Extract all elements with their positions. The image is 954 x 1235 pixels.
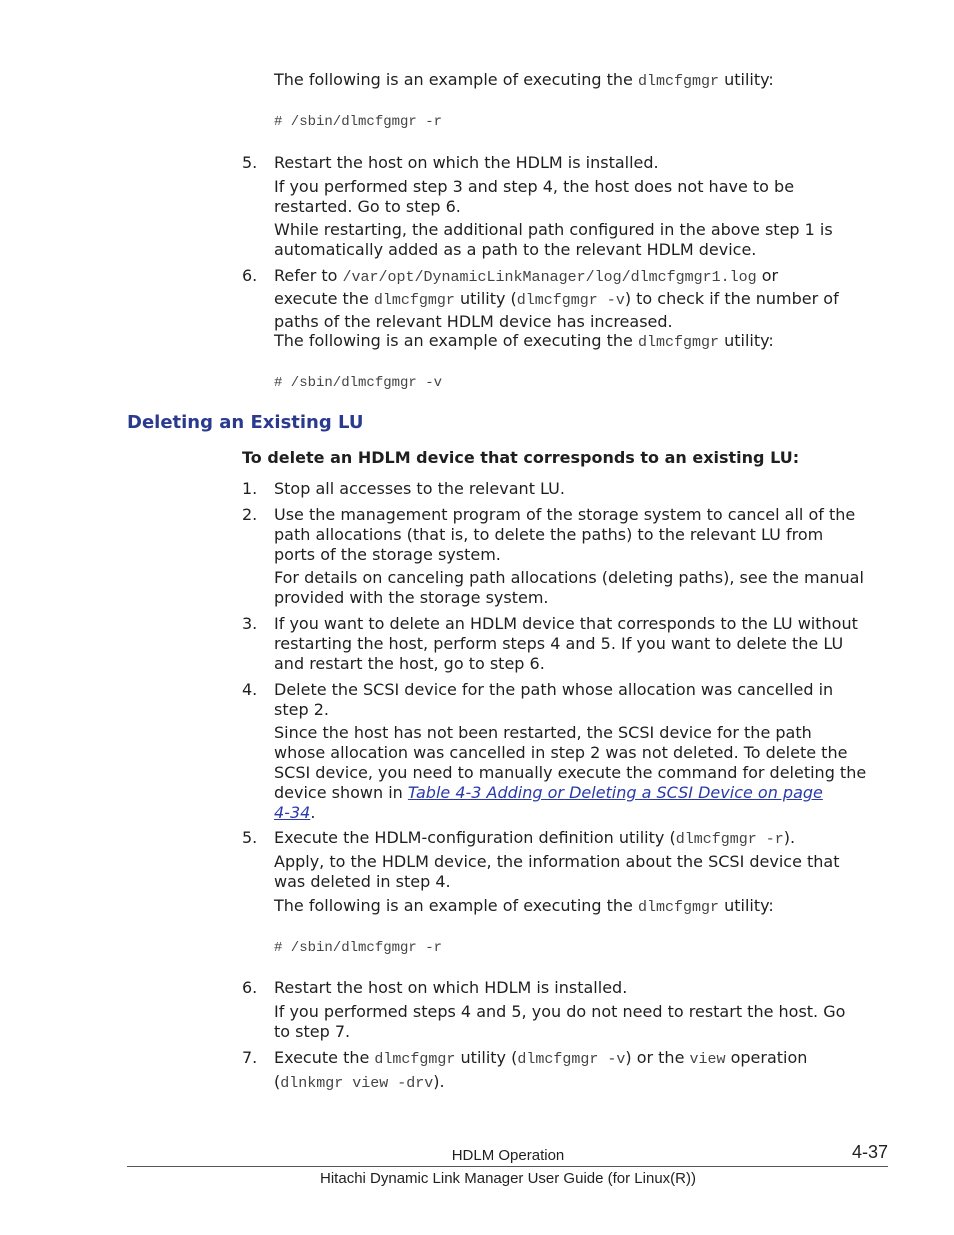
text-line: step 2. bbox=[274, 700, 329, 719]
text: The following is an example of executing the bbox=[274, 896, 638, 915]
step-number: 7. bbox=[242, 1048, 258, 1067]
step-number: 5. bbox=[242, 828, 258, 847]
text-line: path allocations (that is, to delete the paths) to the relevant LU from bbox=[274, 525, 824, 544]
text: Execute the HDLM-configuration definition utility ( bbox=[274, 828, 676, 847]
step-text: Stop all accesses to the relevant LU. bbox=[274, 479, 565, 498]
text: ) or the bbox=[625, 1048, 690, 1067]
text: Execute the bbox=[274, 1048, 375, 1067]
text-line: If you want to delete an HDLM device that corresponds to the LU without bbox=[274, 614, 858, 633]
page-number: 4-37 bbox=[851, 1142, 888, 1162]
inline-code: dlmcfgmgr bbox=[373, 292, 455, 309]
text-line: Delete the SCSI device for the path whose allocation was cancelled in bbox=[274, 680, 834, 699]
step-note bbox=[274, 177, 889, 217]
text-line: paths of the relevant HDLM device has increased. bbox=[274, 312, 673, 331]
text: ( bbox=[274, 1072, 281, 1091]
step-text bbox=[274, 680, 889, 720]
inline-code: dlmcfgmgr -v bbox=[516, 292, 625, 309]
step-text bbox=[274, 266, 889, 332]
step-text: Restart the host on which HDLM is installed. bbox=[274, 978, 628, 997]
footer-divider bbox=[127, 1166, 888, 1167]
text-line: to step 7. bbox=[274, 1022, 351, 1041]
text-line: automatically added as a path to the relevant HDLM device. bbox=[274, 240, 757, 259]
inline-code: dlmcfgmgr bbox=[374, 1051, 456, 1068]
text: ) to check if the number of bbox=[624, 289, 839, 308]
step-number: 5. bbox=[242, 153, 258, 172]
text-line: restarted. Go to step 6. bbox=[274, 197, 461, 216]
text-line: restarting the host, perform steps 4 and 5. If you want to delete the LU bbox=[274, 634, 844, 653]
footer-chapter: HDLM Operation bbox=[451, 1147, 565, 1164]
text: Refer to bbox=[274, 266, 343, 285]
example-intro bbox=[274, 70, 889, 92]
example-intro bbox=[274, 896, 889, 918]
text: device shown in bbox=[274, 783, 408, 802]
text-line: Use the management program of the storage system to cancel all of the bbox=[274, 505, 856, 524]
step-number: 3. bbox=[242, 614, 258, 633]
text-line: was deleted in step 4. bbox=[274, 872, 451, 891]
file-path: /var/opt/DynamicLinkManager/log/dlmcfgmgr1.log bbox=[342, 269, 757, 286]
text: utility: bbox=[719, 70, 774, 89]
text: The following is an example of executing the bbox=[274, 70, 638, 89]
step-number: 6. bbox=[242, 978, 258, 997]
step-note bbox=[274, 568, 889, 608]
text-line: If you performed steps 4 and 5, you do not need to restart the host. Go bbox=[274, 1002, 846, 1021]
text-line bbox=[274, 266, 889, 288]
step-text bbox=[274, 614, 889, 674]
step-number: 6. bbox=[242, 266, 258, 285]
inline-code: dlmcfgmgr bbox=[637, 899, 719, 916]
text: or bbox=[756, 266, 779, 285]
step-text bbox=[274, 828, 889, 850]
text-line: While restarting, the additional path configured in the above step 1 is bbox=[274, 220, 833, 239]
code-block: # /sbin/dlmcfgmgr -v bbox=[274, 375, 443, 391]
text-line: For details on canceling path allocations (deleting paths), see the manual bbox=[274, 568, 864, 587]
inline-code: dlmcfgmgr -v bbox=[517, 1051, 626, 1068]
procedure-title: To delete an HDLM device that corresponds to an existing LU: bbox=[242, 448, 800, 467]
text: utility ( bbox=[454, 289, 517, 308]
text-line: If you performed step 3 and step 4, the host does not have to be bbox=[274, 177, 795, 196]
text-line: provided with the storage system. bbox=[274, 588, 549, 607]
step-text bbox=[274, 505, 889, 565]
text: utility: bbox=[719, 331, 774, 350]
step-note bbox=[274, 1002, 889, 1042]
table-reference-link[interactable]: Table 4-3 Adding or Deleting a SCSI Device on page bbox=[407, 783, 823, 802]
code-block: # /sbin/dlmcfgmgr -r bbox=[274, 114, 443, 130]
text: The following is an example of executing the bbox=[274, 331, 638, 350]
code-block: # /sbin/dlmcfgmgr -r bbox=[274, 940, 443, 956]
text-line bbox=[274, 783, 889, 803]
text-line: SCSI device, you need to manually execute the command for deleting the bbox=[274, 763, 867, 782]
text-line: Apply, to the HDLM device, the information about the SCSI device that bbox=[274, 852, 840, 871]
text: execute the bbox=[274, 289, 374, 308]
footer-book-title: Hitachi Dynamic Link Manager User Guide (for Linux(R)) bbox=[320, 1170, 696, 1187]
text-line: ports of the storage system. bbox=[274, 545, 501, 564]
inline-code: dlnkmgr view -drv bbox=[280, 1075, 434, 1092]
text-line: Since the host has not been restarted, the SCSI device for the path bbox=[274, 723, 812, 742]
text-line: whose allocation was cancelled in step 2 was not deleted. To delete the bbox=[274, 743, 848, 762]
page-reference-link[interactable]: 4-34 bbox=[274, 803, 311, 822]
text: utility ( bbox=[455, 1048, 518, 1067]
text-line bbox=[274, 289, 889, 311]
inline-code: dlmcfgmgr bbox=[637, 334, 719, 351]
step-number: 1. bbox=[242, 479, 258, 498]
text: ). bbox=[783, 828, 796, 847]
step-text: Restart the host on which the HDLM is installed. bbox=[274, 153, 659, 172]
text: . bbox=[310, 803, 316, 822]
inline-code: dlmcfgmgr -r bbox=[675, 831, 784, 848]
step-number: 2. bbox=[242, 505, 258, 524]
text-line bbox=[274, 803, 889, 823]
step-note bbox=[274, 852, 889, 892]
step-number: 4. bbox=[242, 680, 258, 699]
text-line bbox=[274, 1048, 889, 1070]
text-line: and restart the host, go to step 6. bbox=[274, 654, 545, 673]
inline-code: dlmcfgmgr bbox=[637, 73, 719, 90]
step-text bbox=[274, 1048, 889, 1094]
inline-code: view bbox=[689, 1051, 726, 1068]
step-note bbox=[274, 723, 889, 823]
example-intro bbox=[274, 331, 889, 353]
text: operation bbox=[725, 1048, 808, 1067]
step-note bbox=[274, 220, 889, 260]
text: utility: bbox=[719, 896, 774, 915]
text-line bbox=[274, 1072, 889, 1094]
text: ). bbox=[433, 1072, 445, 1091]
section-heading: Deleting an Existing LU bbox=[127, 412, 364, 433]
